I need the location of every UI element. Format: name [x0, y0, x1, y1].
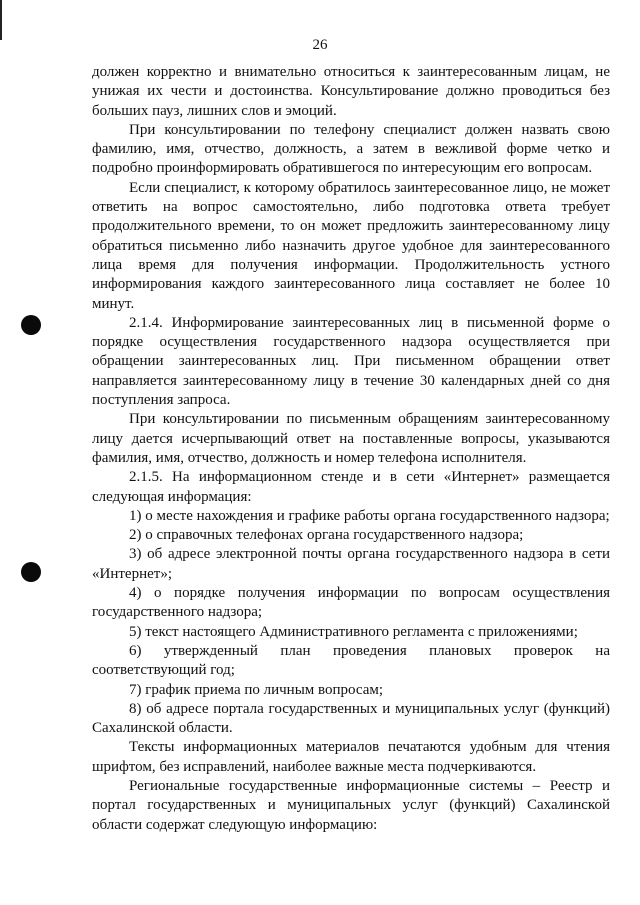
- list-item-6: 6) утвержденный план проведения плановых проверок на соответствующий год;: [92, 642, 610, 679]
- list-item-5: 5) текст настоящего Административного регламента с приложениями;: [129, 623, 578, 640]
- paragraph-continuation: должен корректно и внимательно относиться к заинтересованным лицам, не унижая их чести и достоинства. Консультирование должно проводиться без больших пауз, лишних слов и эмоций.: [92, 64, 610, 119]
- paragraph-phone-consulting: При консультировании по телефону специалист должен назвать свою фамилию, имя, отчество, должность, а затем в вежливой форме четко и подробно проинформировать обратившегося по интересующим его вопросам.: [92, 121, 610, 177]
- punch-hole-bottom: [21, 562, 41, 582]
- paragraph-printing-rules: Тексты информационных материалов печатаются удобным для чтения шрифтом, без исправлений, наиболее важные места подчеркиваются.: [92, 739, 610, 775]
- paragraph-2-1-4: 2.1.4. Информирование заинтересованных лиц в письменной форме о порядке осуществления государственного надзора осуществляется при обращении заинтересованных лиц. При письменном обращении ответ направляется заинтересованному лицу в течение 30 календарных дней со дня поступления запроса.: [92, 314, 610, 409]
- list-item-1: 1) о месте нахождения и графике работы органа государственного надзора;: [129, 507, 610, 524]
- list-item-8: 8) об адресе портала государственных и муниципальных услуг (функций) Сахалинской области.: [92, 700, 610, 737]
- paragraph-2-1-5: 2.1.5. На информационном стенде и в сети «Интернет» размещается следующая информация:: [92, 469, 610, 505]
- paragraph-deferred-answer: Если специалист, к которому обратилось заинтересованное лицо, не может ответить на вопрос самостоятельно, либо подготовка ответа требует продолжительного времени, то он может предложить заинтересованному лицу обратиться письменно либо назначить другое удобное для заинтересованного лица время для получения информации. Продолжительность устного информирования каждого заинтересованного лица составляет не более 10 минут.: [92, 179, 610, 312]
- list-item-3: 3) об адресе электронной почты органа государственного надзора в сети «Интернет»;: [92, 546, 610, 582]
- list-item-2: 2) о справочных телефонах органа государственного надзора;: [129, 527, 524, 544]
- scan-edge-mark: [0, 0, 2, 40]
- page-number: 26: [312, 37, 328, 53]
- document-body: [92, 63, 610, 835]
- paragraph-written-consulting: При консультировании по письменным обращениям заинтересованному лицу дается исчерпывающий ответ на поставленные вопросы, указываются фамилия, имя, отчество, должность и номер телефона исполнителя.: [92, 411, 610, 466]
- paragraph-info-systems: Региональные государственные информационные системы – Реестр и портал государственных и муниципальных услуг (функций) Сахалинской области содержат следующую информацию:: [92, 777, 610, 833]
- list-item-7: 7) график приема по личным вопросам;: [129, 681, 384, 698]
- punch-hole-top: [21, 315, 41, 335]
- list-item-4: 4) о порядке получения информации по вопросам осуществления государственного надзора;: [92, 585, 610, 621]
